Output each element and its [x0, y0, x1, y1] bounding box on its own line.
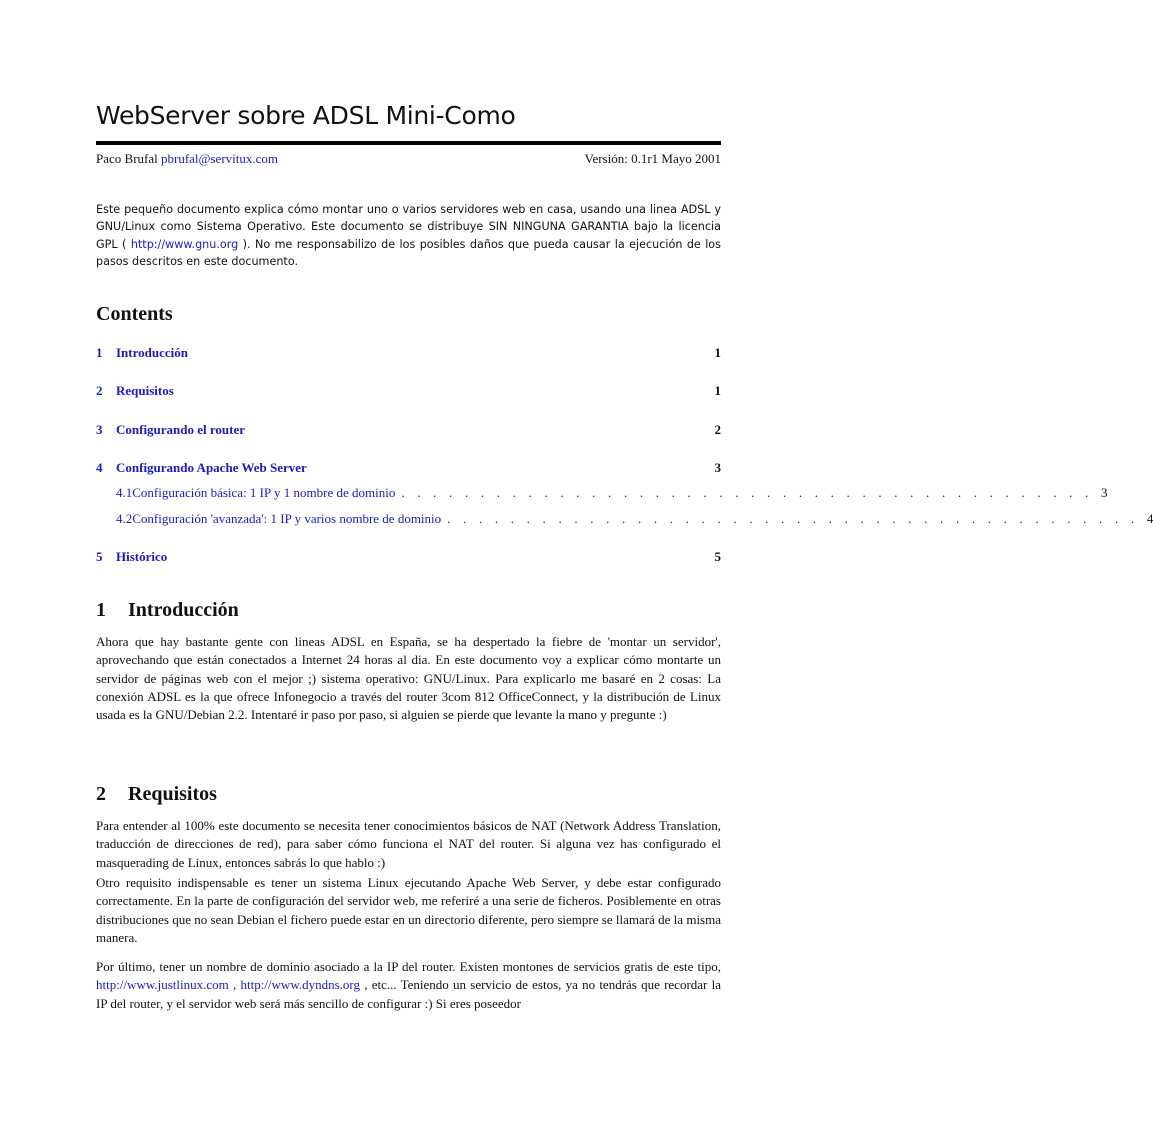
author-name: Paco Brufal: [96, 151, 158, 166]
toc-page: 1: [714, 383, 721, 398]
section-heading-introduccion: [96, 599, 239, 622]
dyndns-link[interactable]: http://www.dyndns.org: [240, 977, 361, 993]
toc-number: 3: [96, 422, 103, 437]
toc-label[interactable]: Requisitos: [116, 383, 174, 398]
toc-page: 3: [714, 460, 721, 475]
toc-leader-dots: . . . . . . . . . . . . . . . . . . . . . . . . . . . . . . . . . . . . . . . . . . . .: [401, 485, 1093, 500]
paragraph-text: , etc... Teniendo un servicio de estos, ya no tendrás que recordar la IP del router, y el servidor web será más sencillo de configurar :) Si eres poseedor: [96, 977, 721, 1011]
toc-page: 5: [714, 549, 721, 564]
paragraph: Otro requisito indispensable es tener un sistema Linux ejecutando Apache Web Server, y debe estar configurado correctamente. En la parte de configuración del servidor web, me referiré a una serie de ficheros. Posiblemente en otras distribuciones que no sean Debian el fichero puede estar en un directorio diferente, pero siempre se llamará de la misma manera.: [96, 875, 721, 945]
section-number: 1: [96, 599, 106, 621]
toc-item-configuracion-basica[interactable]: [96, 485, 1108, 501]
toc-label[interactable]: Configuración 'avanzada': 1 IP y varios nombre de dominio: [132, 511, 442, 526]
toc-page: 4: [1146, 511, 1153, 526]
toc-number: 4.1: [116, 485, 133, 500]
title-rule: [96, 141, 721, 145]
toc-item-introduccion[interactable]: [96, 345, 721, 361]
author-block: [96, 151, 278, 167]
toc-label[interactable]: Histórico: [116, 549, 168, 564]
toc-item-configuracion-avanzada[interactable]: [96, 511, 1153, 527]
toc-number: 5: [96, 549, 103, 564]
toc-number: 2: [96, 383, 103, 398]
abstract: [96, 201, 721, 270]
document-title: WebServer sobre ADSL Mini-Como: [96, 101, 516, 130]
paragraph-text: ,: [228, 977, 241, 993]
abstract-text-before: Este pequeño documento explica cómo montar uno o varios servidores web en casa, usando una linea ADSL y GNU/Linux como Sistema Operativo. Este documento se distribuye SIN NINGUNA GARANTIA bajo la licencia GPL (: [96, 203, 721, 251]
toc-number: 4: [96, 460, 103, 475]
paragraph: Para entender al 100% este documento se necesita tener conocimientos básicos de NAT (Network Address Translation, traducción de direcciones de red), para saber cómo funciona el NAT del router. Si alguna vez has configurado el masquerading de Linux, entonces sabrás lo que hablo :): [96, 818, 721, 870]
toc-number: 4.2: [116, 511, 133, 526]
toc-page: 2: [714, 422, 721, 437]
section-number: 2: [96, 783, 106, 805]
paragraph: Ahora que hay bastante gente con lineas ADSL en España, se ha despertado la fiebre de 'montar un servidor', aprovechando que están conectados a Internet 24 horas al dia. En este documento voy a explicar cómo montarte un servidor de páginas web con el mejor ;) sistema operativo: GNU/Linux. Para explicarlo me basaré en 2 cosas: La conexión ADSL es la que ofrece Infonegocio a través del router 3com 812 OfficeConnect, y la distribución de Linux usada es la GNU/Debian 2.2. Intentaré ir paso por paso, si alguien se pierde que levante la mano y pregunte :): [96, 634, 721, 723]
toc-leader-dots: . . . . . . . . . . . . . . . . . . . . . . . . . . . . . . . . . . . . . . . . . . . .: [447, 511, 1139, 526]
contents-title: Contents: [96, 303, 173, 325]
gnu-link[interactable]: http://www.gnu.org: [130, 237, 239, 251]
toc-page: 3: [1101, 485, 1108, 500]
toc-label[interactable]: Configuración básica: 1 IP y 1 nombre de dominio: [132, 485, 396, 500]
author-email-link[interactable]: pbrufal@servitux.com: [160, 151, 279, 166]
author-line: [96, 151, 721, 167]
toc-label[interactable]: Configurando Apache Web Server: [116, 460, 307, 475]
toc-number: 1: [96, 345, 103, 360]
paragraph-text: Por último, tener un nombre de dominio asociado a la IP del router. Existen montones de servicios gratis de este tipo,: [96, 959, 721, 974]
paragraph: [96, 958, 721, 1013]
section-title: Requisitos: [128, 783, 217, 805]
toc-label[interactable]: Configurando el router: [116, 422, 246, 437]
justlinux-link[interactable]: http://www.justlinux.com: [96, 977, 229, 993]
section-title: Introducción: [128, 599, 239, 621]
document-version: Versión: 0.1r1 Mayo 2001: [584, 151, 721, 166]
toc-item-historico[interactable]: [96, 549, 721, 565]
toc-page: 1: [714, 345, 721, 360]
toc-item-configurando-apache[interactable]: [96, 460, 721, 476]
abstract-text-after: ). No me responsabilizo de los posibles daños que pueda causar la ejecución de los pasos descritos en este documento.: [96, 237, 721, 268]
toc-label[interactable]: Introducción: [116, 345, 188, 360]
toc-item-requisitos[interactable]: [96, 383, 721, 399]
toc-item-configurando-router[interactable]: [96, 422, 721, 438]
section-heading-requisitos: [96, 783, 217, 806]
